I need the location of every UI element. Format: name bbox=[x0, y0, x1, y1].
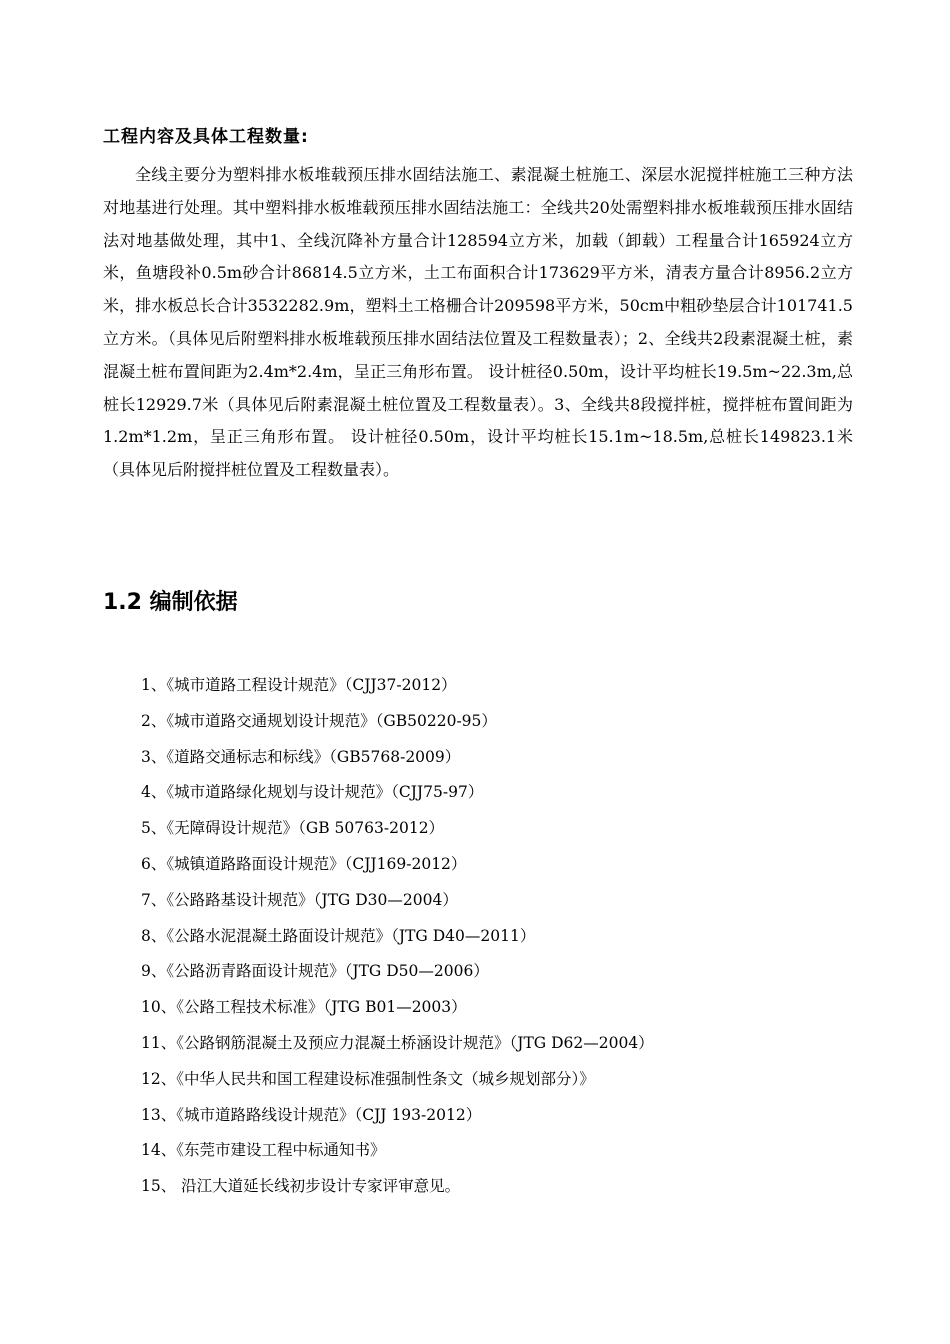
reference-item: 10、《公路工程技术标准》（JTG B01—2003） bbox=[141, 998, 467, 1017]
reference-item: 5、《无障碍设计规范》（GB 50763-2012） bbox=[141, 819, 445, 838]
reference-item: 4、《城市道路绿化规划与设计规范》（CJJ75-97） bbox=[141, 783, 484, 802]
section-heading: 工程内容及具体工程数量: bbox=[103, 127, 309, 147]
reference-item: 2、《城市道路交通规划设计规范》（GB50220-95） bbox=[141, 711, 497, 730]
reference-item: 15、 沿江大道延长线初步设计专家评审意见。 bbox=[141, 1177, 461, 1196]
reference-item: 8、《公路水泥混凝土路面设计规范》（JTG D40—2011） bbox=[141, 926, 536, 945]
reference-item: 12、《中华人民共和国工程建设标准强制性条文（城乡规划部分）》 bbox=[141, 1069, 595, 1088]
reference-list bbox=[141, 669, 654, 1206]
reference-item: 9、《公路沥青路面设计规范》（JTG D50—2006） bbox=[141, 962, 489, 981]
reference-item: 6、《城镇道路路面设计规范》（CJJ169-2012） bbox=[141, 854, 467, 873]
reference-item: 3、《道路交通标志和标线》（GB5768-2009） bbox=[141, 747, 461, 766]
reference-item: 14、《东莞市建设工程中标通知书》 bbox=[141, 1141, 386, 1160]
reference-item: 11、《公路钢筋混凝土及预应力混凝土桥涵设计规范》（JTG D62—2004） bbox=[141, 1033, 654, 1052]
reference-item: 7、《公路路基设计规范》（JTG D30—2004） bbox=[141, 890, 458, 909]
basis-heading: 1.2 编制依据 bbox=[103, 590, 238, 615]
reference-item: 1、《城市道路工程设计规范》（CJJ37-2012） bbox=[141, 676, 457, 694]
reference-item: 13、《城市道路路线设计规范》（CJJ 193-2012） bbox=[141, 1105, 482, 1124]
body-paragraph: 全线主要分为塑料排水板堆载预压排水固结法施工、素混凝土桩施工、深层水泥搅拌桩施工三种方法对地基进行处理。其中塑料排水板堆载预压排水固结法施工：全线共20处需塑料排水板堆载预压排水固结法对地基做处理，其中1、全线沉降补方量合计128594立方米，加载（卸载）工程量合计165924立方米，鱼塘段补0.5m砂合计86814.5立方米，土工布面积合计173629平方米，清表方量合计8956.2立方米，排水板总长合计3532282.9m，塑料土工格栅合计209598平方米，50cm中粗砂垫层合计101741.5立方米。（具体见后附塑料排水板堆载预压排水固结法位置及工程数量表）；2、全线共2段素混凝土桩，素混凝土桩布置间距为2.4m*2.4m，呈正三角形布置。 设计桩径0.50m，设计平均桩长19.5m~22.3m,总桩长12929.7米（具体见后附素混凝土桩位置及工程数量表）。3、全线共8段搅拌桩，搅拌桩布置间距为1.2m*1.2m，呈正三角形布置。 设计桩径0.50m，设计平均桩长15.1m~18.5m,总桩长149823.1米（具体见后附搅拌桩位置及工程数量表）。 bbox=[103, 165, 853, 480]
